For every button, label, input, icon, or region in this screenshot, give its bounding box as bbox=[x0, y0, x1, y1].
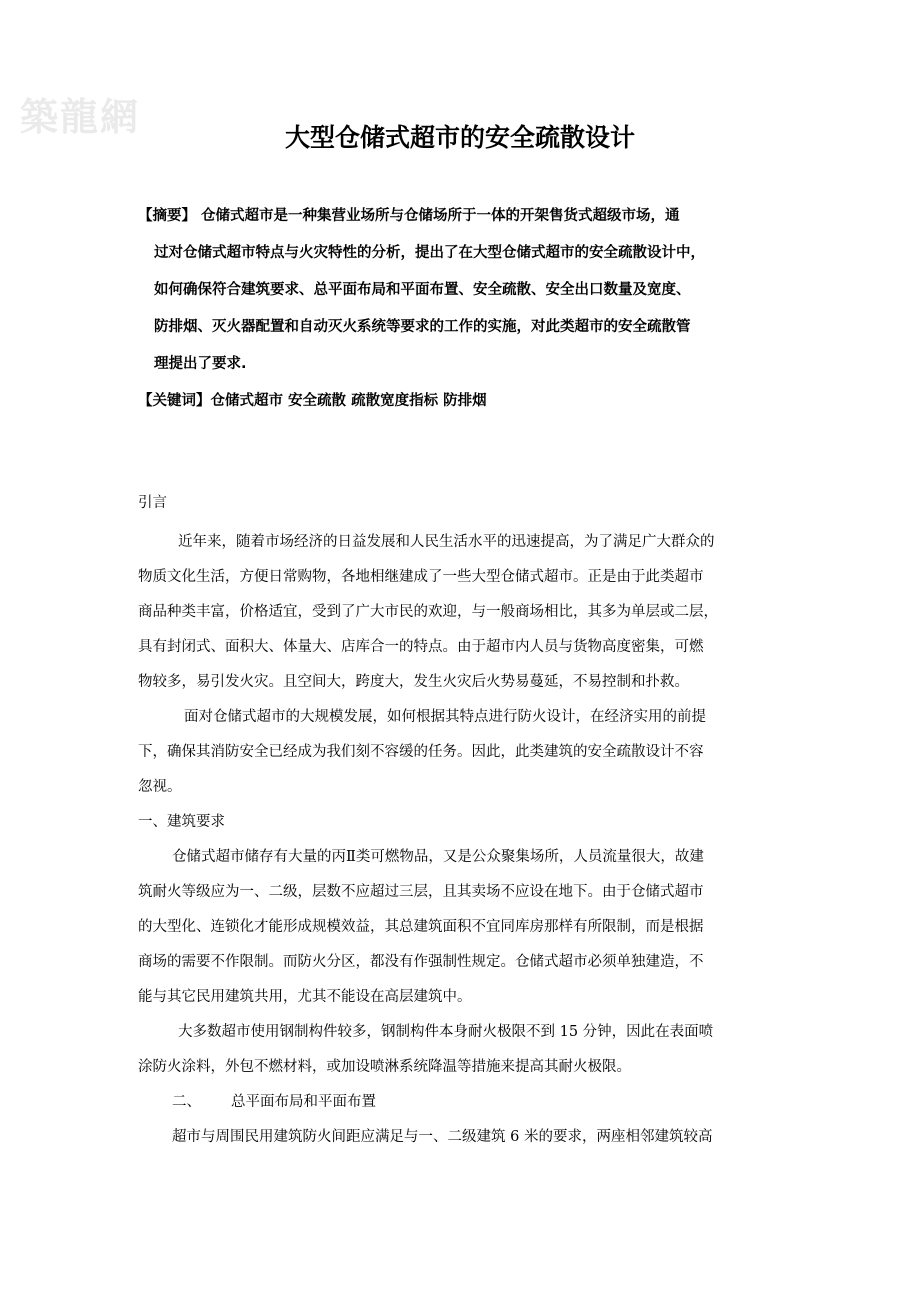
abstract-line: 防排烟、灭火器配置和自动灭火系统等要求的工作的实施，对此类超市的安全疏散管 bbox=[154, 319, 691, 335]
paragraph-line: 筑耐火等级应为一、二级，层数不应超过三层，且其卖场不应设在地下。由于仓储式超市 bbox=[138, 884, 704, 900]
paragraph-line: 涂防火涂料，外包不燃材料，或加设喷淋系统降温等措施来提高其耐火极限。 bbox=[138, 1059, 631, 1075]
paragraph-line: 物质文化生活，方便日常购物，各地相继建成了一些大型仓储式超市。正是由于此类超市 bbox=[138, 569, 704, 585]
paragraph-line: 仓储式超市储存有大量的丙Ⅱ类可燃物品，又是公众聚集场所，人员流量很大，故建 bbox=[172, 849, 704, 865]
keywords-label: 【关键词】 bbox=[138, 393, 211, 409]
paragraph-line: 忽视。 bbox=[138, 779, 182, 795]
intro-heading: 引言 bbox=[138, 495, 167, 511]
abstract-line: 【摘要】 仓储式超市是一种集营业场所与仓储场所于一体的开架售货式超级市场，通 bbox=[138, 208, 680, 224]
abstract-line: 过对仓储式超市特点与火灾特性的分析，提出了在大型仓储式超市的安全疏散设计中， bbox=[154, 245, 705, 261]
paragraph-line: 能与其它民用建筑共用，尤其不能设在高层建筑中。 bbox=[138, 989, 472, 1005]
abstract-line: 如何确保符合建筑要求、总平面布局和平面布置、安全疏散、安全出口数量及宽度、 bbox=[154, 282, 691, 298]
paragraph-line: 商品种类丰富，价格适宜，受到了广大市民的欢迎，与一般商场相比，其多为单层或二层， bbox=[138, 604, 718, 620]
keywords: 仓储式超市 安全疏散 疏散宽度指标 防排烟 bbox=[210, 393, 487, 409]
watermark-logo: 築龍網 bbox=[20, 94, 141, 139]
paragraph-line: 物较多，易引发火灾。且空间大，跨度大，发生火灾后火势易蔓延，不易控制和扑救。 bbox=[138, 674, 689, 690]
abstract-block bbox=[138, 198, 778, 420]
paragraph-line: 近年来，随着市场经济的日益发展和人民生活水平的迅速提高，为了满足广大群众的 bbox=[178, 534, 715, 550]
paragraph-line: 面对仓储式超市的大规模发展，如何根据其特点进行防火设计，在经济实用的前提 bbox=[184, 709, 706, 725]
paragraph-line: 大多数超市使用钢制构件较多，钢制构件本身耐火极限不到 15 分钟，因此在表面喷 bbox=[178, 1024, 714, 1040]
paragraph-line: 的大型化、连锁化才能形成规模效益，其总建筑面积不宜同库房那样有所限制，而是根据 bbox=[138, 919, 704, 935]
body-section bbox=[138, 486, 788, 1155]
abstract-line: 理提出了要求. bbox=[154, 356, 247, 372]
section-heading: 二、 总平面布局和平面布置 bbox=[172, 1094, 376, 1110]
paragraph-line: 商场的需要不作限制。而防火分区，都没有作强制性规定。仓储式超市必须单独建造，不 bbox=[138, 954, 704, 970]
section-heading: 一、建筑要求 bbox=[138, 814, 225, 830]
paragraph-line: 具有封闭式、面积大、体量大、店库合一的特点。由于超市内人员与货物高度密集，可燃 bbox=[138, 639, 704, 655]
paragraph-line: 超市与周围民用建筑防火间距应满足与一、二级建筑 6 米的要求，两座相邻建筑较高 bbox=[172, 1129, 713, 1145]
abstract-label: 【摘要】 bbox=[138, 208, 196, 224]
page-title: 大型仓储式超市的安全疏散设计 bbox=[284, 123, 635, 152]
keywords-line bbox=[138, 383, 778, 420]
paragraph-line: 下，确保其消防安全已经成为我们刻不容缓的任务。因此，此类建筑的安全疏散设计不容 bbox=[138, 744, 704, 760]
